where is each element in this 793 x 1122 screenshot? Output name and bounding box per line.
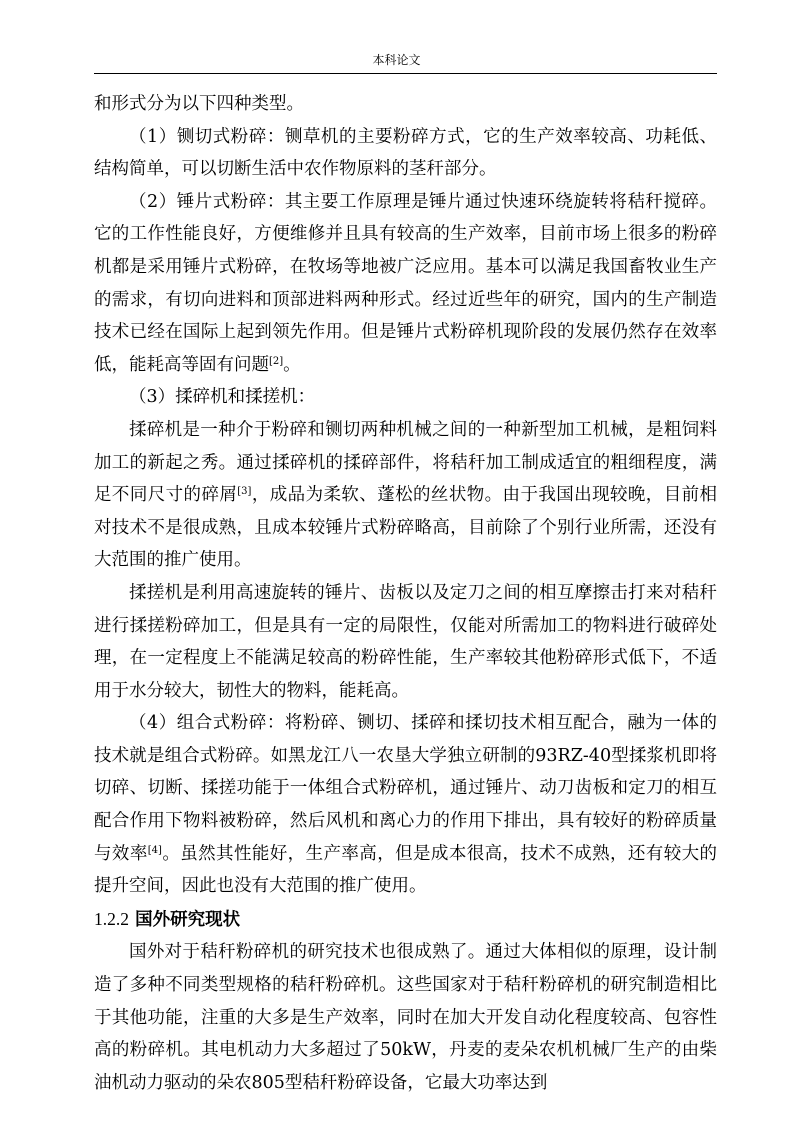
paragraph-text: （2）锤片式粉碎：其主要工作原理是锤片通过快速环绕旋转将秸秆搅碎。它的工作性能良好，方便维修并且具有较高的生产效率，目前市场上很多的粉碎机都是采用锤片式粉碎，在牧场等地被广泛应用。基本可以满足我国畜牧业生产的需求，有切向进料和顶部进料两种形式。经过近些年的研究，国内的生产制造技术已经在国际上起到领先作用。但是锤片式粉碎机现阶段的发展仍然存在效率低，能耗高等固有问题 [94, 191, 717, 375]
paragraph-text: （4）组合式粉碎：将粉碎、铡切、揉碎和揉切技术相互配合，融为一体的技术就是组合式粉碎。如黑龙江八一农垦大学独立研制的93RZ-40型揉浆机即将切碎、切断、揉搓功能于一体组合式粉碎机，通过锤片、动刀齿板和定刀的相互配合作用下物料被粉碎，然后风机和离心力的作用下排出，具有较好的粉碎质量与效率 [94, 713, 717, 864]
section-number: 1.2.2 [94, 908, 129, 929]
paragraph-foreign-research: 国外对于秸秆粉碎机的研究技术也很成熟了。通过大体相似的原理，设计制造了多种不同类型规格的秸秆粉碎机。这些国家对于秸秆粉碎机的研究制造相比于其他功能，注重的大多是生产效率，同时在加大开发自动化程度较高、包容性高的粉碎机。其电机动力大多超过了50kW，丹麦的麦朵农机机械厂生产的由柴油机动力驱动的朵农805型秸秆粉碎设备，它最大功率达到 [94, 942, 717, 1093]
citation-ref[interactable]: [3] [237, 486, 252, 498]
paragraph-intro-continuation: 和形式分为以下四种类型。 [94, 94, 304, 114]
paragraph-chopping-type: （1）铡切式粉碎：铡草机的主要粉碎方式，它的生产效率较高、功耗低、结构简单，可以切断生活中农作物原料的茎秆部分。 [94, 126, 717, 180]
paragraph-kneading-heading: （3）揉碎机和揉搓机： [129, 387, 316, 408]
header-rule [94, 73, 717, 74]
paragraph-hammer-type [94, 186, 717, 382]
citation-ref[interactable]: [2] [269, 355, 284, 367]
section-title: 国外研究现状 [135, 909, 241, 930]
paragraph-combined-type [94, 707, 717, 903]
page-header: 本科论文 [372, 53, 421, 67]
document-body [94, 88, 717, 1099]
paragraph-kneading-machine [94, 414, 717, 577]
paragraph-text: 揉碎机是一种介于粉碎和铡切两种机械之间的一种新型加工机械，是粗饲料加工的新起之秀。通过揉碎机的揉碎部件，将秸秆加工制成适宜的粗细程度，满足不同尺寸的碎屑 [94, 419, 717, 506]
paragraph-rubbing-machine: 揉搓机是利用高速旋转的锤片、齿板以及定刀之间的相互摩擦击打来对秸秆进行揉搓粉碎加工，但是具有一定的局限性，仅能对所需加工的物料进行破碎处理，在一定程度上不能满足较高的粉碎性能，生产率较其他粉碎形式低下，不适用于水分较大，韧性大的物料，能耗高。 [94, 582, 717, 701]
citation-ref[interactable]: [4] [147, 844, 162, 856]
paragraph-text: 。 [283, 354, 301, 375]
paragraph-text: 。虽然其性能好，生产率高，但是成本很高，技术不成熟，还有较大的提升空间，因此也没有大范围的推广使用。 [94, 843, 718, 897]
section-heading [94, 903, 717, 937]
paragraph-text: ，成品为柔软、蓬松的丝状物。由于我国出现较晚，目前相对技术不是很成熟，且成本较锤片式粉碎略高，目前除了个别行业所需，还没有大范围的推广使用。 [94, 485, 718, 571]
